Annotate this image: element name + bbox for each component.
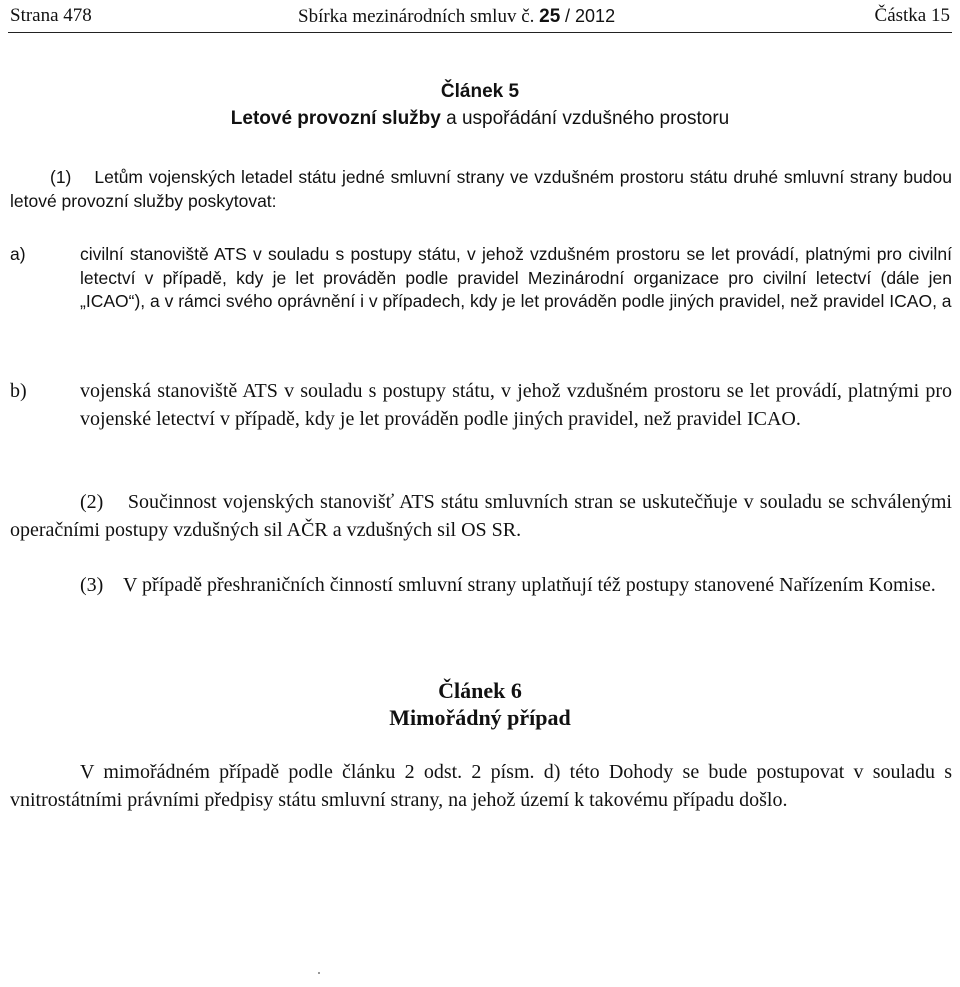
- article-5-heading: Článek 5: [440, 81, 520, 102]
- page-header: [10, 4, 950, 28]
- article-5-paragraph-3: (3) V případě přeshraničních činností smluvní strany uplatňují též postupy stanovené Nařízením Komise.: [80, 574, 936, 596]
- article-5-item-b: [10, 377, 952, 433]
- article-5-paragraph-2: (2) Součinnost vojenských stanovišť ATS státu smluvních stran se uskutečňuje v souladu se schválenými operačními postupy vzdušných sil AČR a vzdušných sil OS SR.: [10, 491, 957, 541]
- article-5-item-a: [10, 243, 952, 314]
- page-number: Strana 478: [10, 5, 92, 26]
- article-5-title-rest: a uspořádání vzdušného prostoru: [440, 108, 730, 129]
- article-5-paragraph-1: (1) Letům vojenských letadel státu jedné smluvní strany ve vzdušném prostoru státu druhé smluvní strany budou letové provozní služby poskytovat:: [10, 167, 957, 211]
- item-b-text: vojenská stanoviště ATS v souladu s postupy státu, v jehož vzdušném prostoru se let provádí, platnými pro vojenské letectví v případě, kdy je let prováděn podle jiných pravidel, než pravidel ICAO.: [80, 380, 952, 430]
- part-number: Částka 15: [874, 5, 950, 26]
- collection-name: Sbírka mezinárodních smluv č.: [298, 6, 535, 27]
- item-a-marker: a): [10, 244, 26, 264]
- article-5-title-bold: Letové provozní služby: [230, 108, 441, 129]
- item-a-text: civilní stanoviště ATS v souladu s postupy státu, v jehož vzdušném prostoru se let provádí, platnými pro civilní letectví v případě, kdy je let prováděn podle pravidel Mezinárodní organizace pro civilní letectví (dále jen „ICAO“), a v rámci svého oprávnění i v případech, kdy je let prováděn podle jiných pravidel, než pravidel ICAO, a: [80, 244, 952, 311]
- article-6-paragraph-1: V mimořádném případě podle článku 2 odst. 2 písm. d) této Dohody se bude postupovat v souladu s vnitrostátními právními předpisy státu smluvní strany, na jehož území k takovému případu došlo.: [10, 761, 952, 811]
- scan-speck: [318, 972, 320, 974]
- issue-year: / 2012: [565, 6, 616, 26]
- header-divider: [8, 32, 952, 33]
- issue-number: 25: [539, 6, 561, 27]
- item-b-marker: b): [10, 380, 27, 402]
- article-5-title: [0, 107, 960, 131]
- article-6-title: Mimořádný případ: [389, 705, 571, 730]
- article-6-heading: Článek 6: [438, 678, 522, 703]
- collection-title: [298, 4, 615, 29]
